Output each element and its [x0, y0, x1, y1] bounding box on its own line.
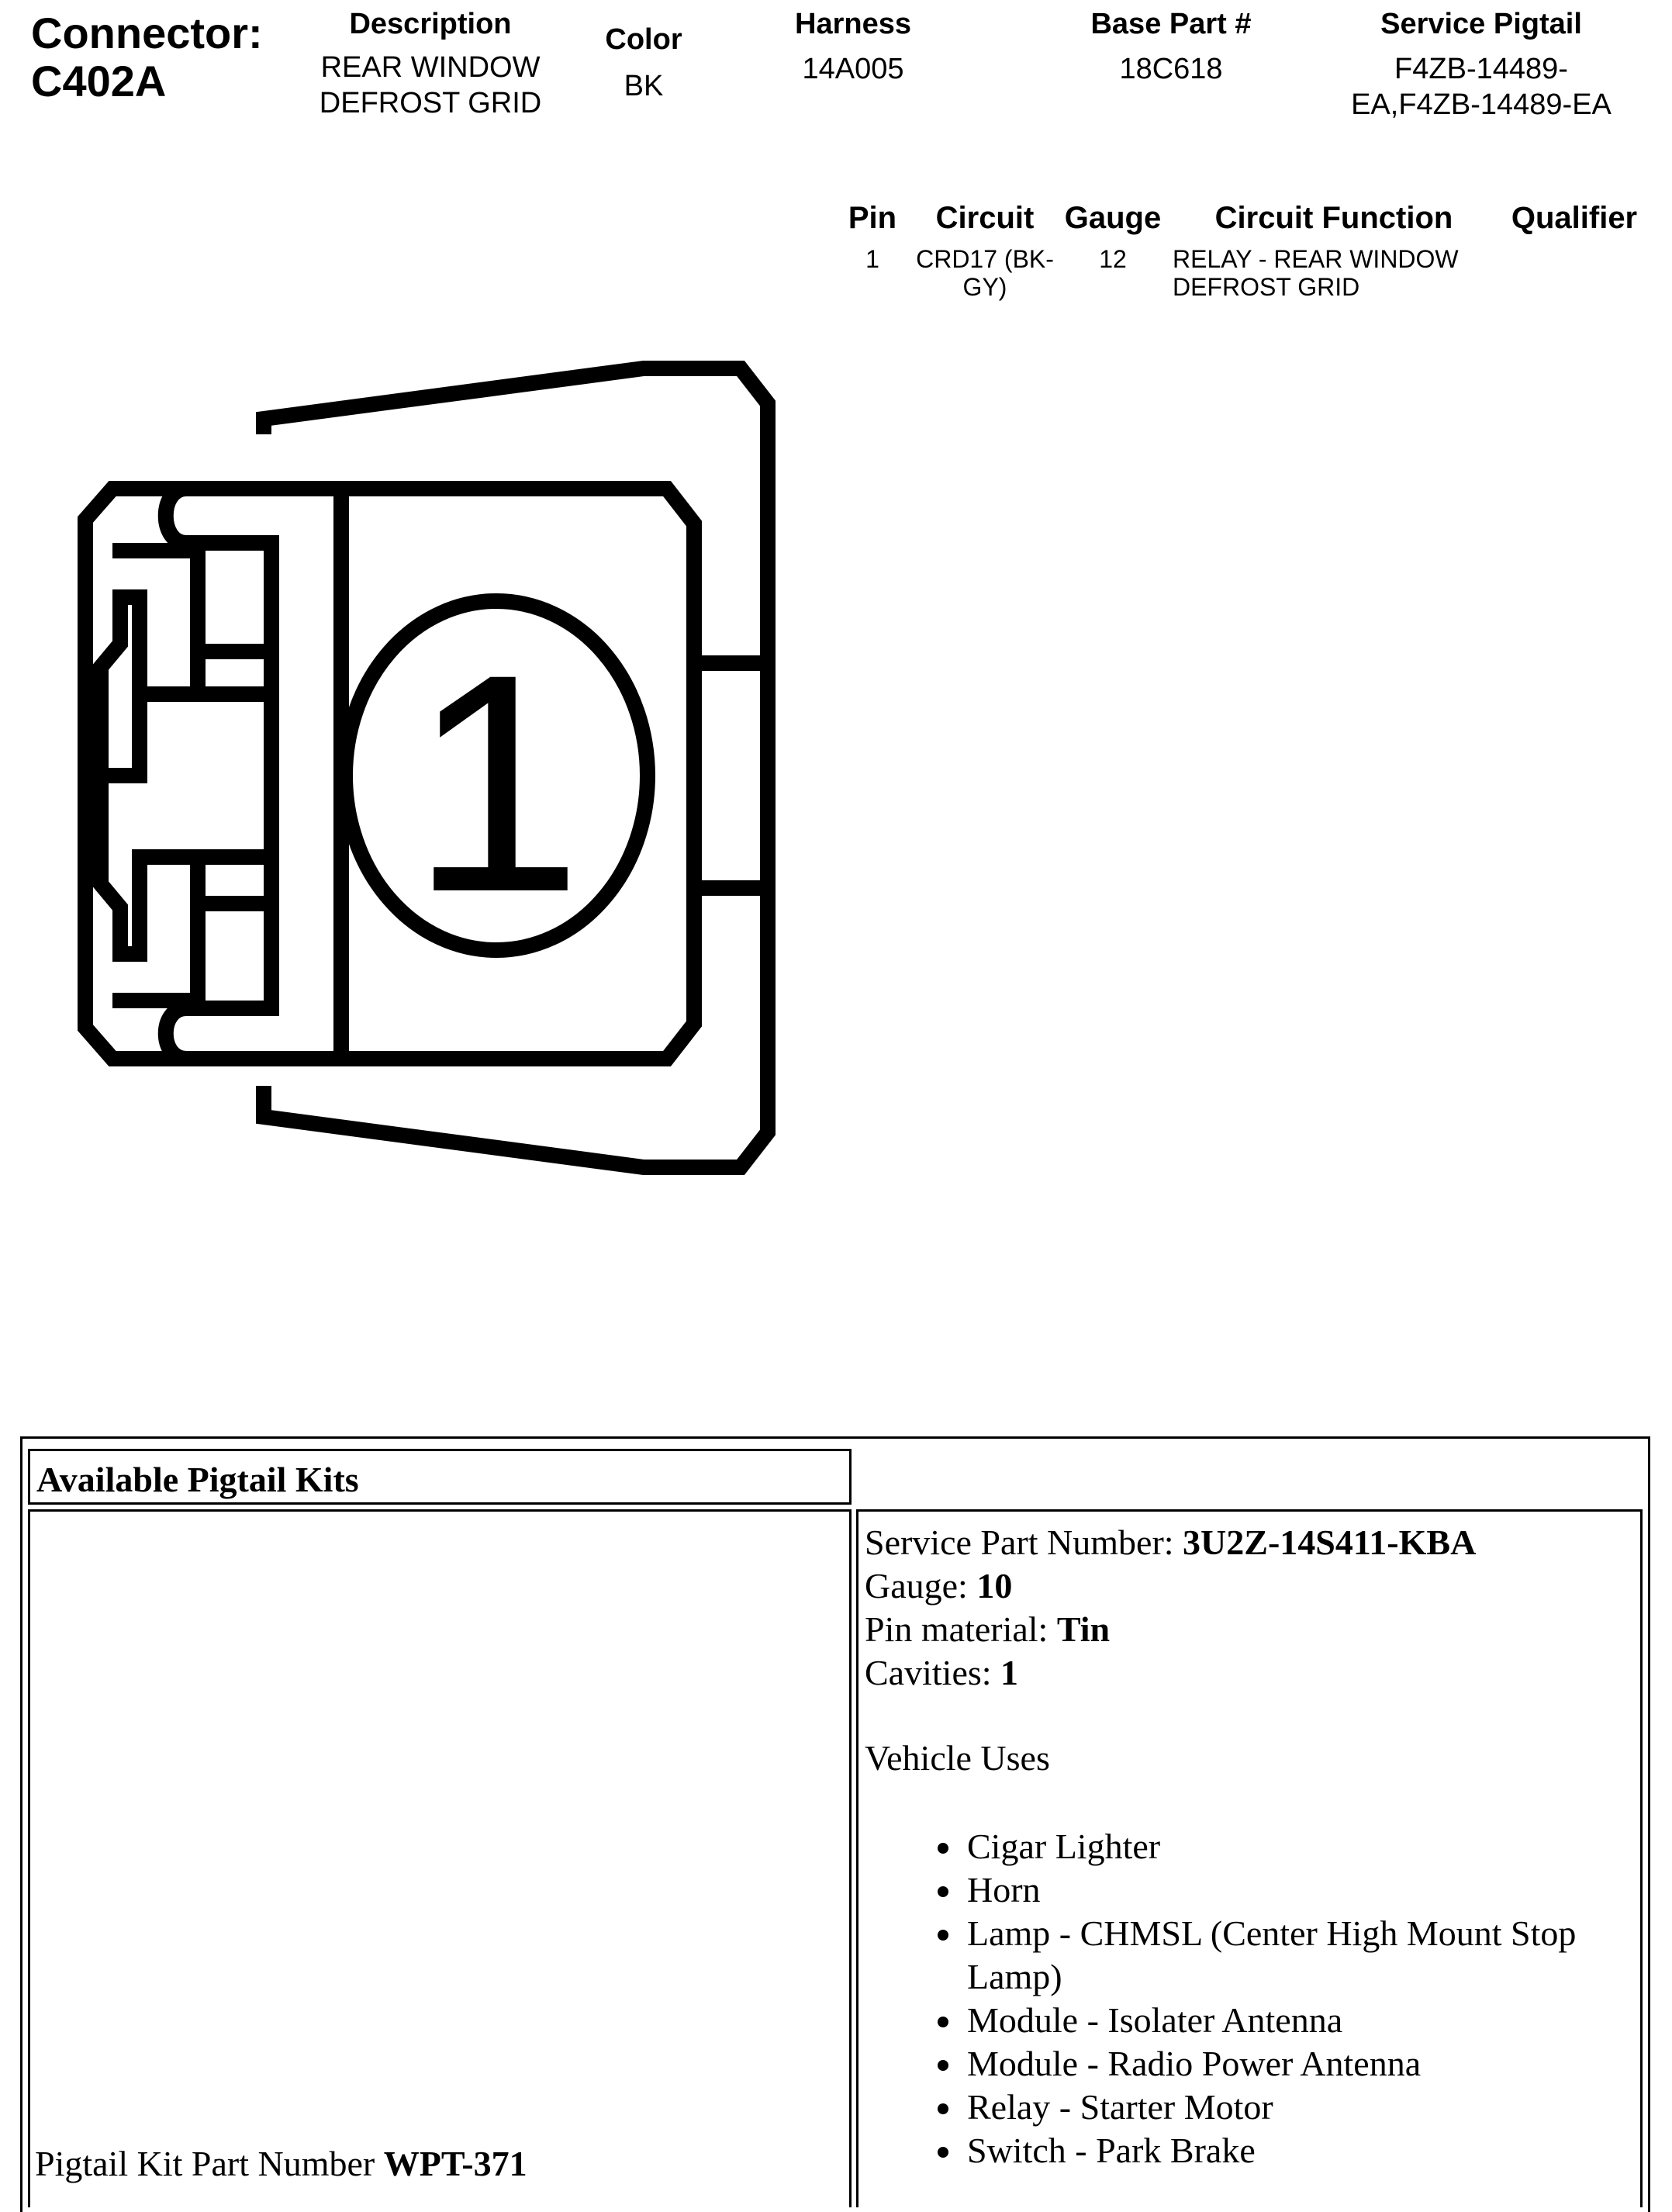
description-value [295, 50, 566, 121]
vehicle-use-item: • Cigar Lighter [964, 1825, 1632, 1868]
circuit-cell [907, 245, 1062, 301]
kit-part-label: Pigtail Kit Part Number [35, 2144, 384, 2183]
vehicle-use-item: • Horn [964, 1868, 1632, 1912]
service-part-label: Service Part Number: [865, 1522, 1183, 1562]
qualifier-col-header: Qualifier [1511, 201, 1638, 235]
pin-cell: 1 [865, 245, 879, 273]
function-cell [1173, 245, 1498, 301]
function-col-header: Circuit Function [1214, 201, 1453, 235]
gauge-col-header: Gauge [1064, 201, 1162, 235]
description-line-2: DEFROST GRID [319, 87, 542, 119]
vehicle-use-item: • Switch - Park Brake [964, 2129, 1632, 2172]
kit-part-cell [28, 1509, 852, 2207]
pigtail-kits-title-cell [28, 1449, 852, 1505]
cavities-value: 1 [1000, 1653, 1019, 1692]
function-line-1: RELAY - REAR WINDOW [1173, 245, 1459, 273]
connector-housing-outline [85, 489, 694, 1059]
latch-upper-detail [101, 551, 198, 776]
color-value: BK [624, 70, 664, 102]
kit-gauge [865, 1564, 1632, 1608]
kit-gauge-label: Gauge: [865, 1566, 977, 1605]
kit-gauge-value: 10 [976, 1566, 1013, 1605]
vehicle-uses-label: Vehicle Uses [865, 1738, 1050, 1778]
description-line-1: REAR WINDOW [320, 51, 541, 84]
service-pigtail-header: Service Pigtail [1380, 8, 1582, 40]
vehicle-use-item: • Module - Isolater Antenna [964, 1999, 1632, 2042]
service-pigtail-value [1318, 51, 1644, 123]
cavities [865, 1651, 1632, 1695]
gauge-cell: 12 [1099, 245, 1127, 273]
color-header: Color [605, 23, 682, 56]
kit-part-value: WPT-371 [383, 2144, 527, 2183]
kit-details-cell [856, 1509, 1643, 2207]
vehicle-use-item: • Relay - Starter Motor [964, 2086, 1632, 2129]
service-part-number [865, 1521, 1632, 1564]
latch-lower-detail [101, 776, 198, 1001]
pin-material-value: Tin [1056, 1609, 1111, 1649]
harness-header: Harness [795, 8, 911, 40]
vehicle-use-item: • Module - Radio Power Antenna [964, 2042, 1632, 2086]
connector-label [31, 9, 263, 105]
harness-value: 14A005 [802, 53, 904, 85]
pin-1-number: 1 [409, 610, 583, 956]
pin-material-label: Pin material: [865, 1609, 1057, 1649]
pigtail-kits-title: Available Pigtail Kits [36, 1460, 359, 1499]
latch-outline [166, 489, 271, 1059]
vehicle-use-item: • Lamp - CHMSL (Center High Mount Stop Lamp) [964, 1912, 1632, 1999]
service-part-value: 3U2Z-14S411-KBA [1183, 1522, 1477, 1562]
kit-part-number [35, 2142, 527, 2186]
circuit-line-1: CRD17 (BK- [916, 245, 1054, 273]
circuit-col-header: Circuit [935, 201, 1035, 235]
pin-col-header: Pin [848, 201, 897, 235]
base-part-header: Base Part # [1090, 8, 1252, 40]
vehicle-uses-list [865, 1825, 1632, 2172]
circuit-line-2: GY) [962, 273, 1007, 301]
base-part-value: 18C618 [1119, 53, 1223, 85]
pin-material [865, 1608, 1632, 1651]
service-pigtail-line-1: F4ZB-14489- [1394, 53, 1568, 85]
service-pigtail-line-2: EA,F4ZB-14489-EA [1351, 88, 1612, 121]
connector-face-diagram [0, 334, 822, 1202]
cavities-label: Cavities: [865, 1653, 1001, 1692]
connector-id: C402A [31, 57, 167, 105]
description-header: Description [349, 8, 512, 40]
function-line-2: DEFROST GRID [1173, 273, 1360, 301]
connector-label-text: Connector: [31, 9, 263, 57]
